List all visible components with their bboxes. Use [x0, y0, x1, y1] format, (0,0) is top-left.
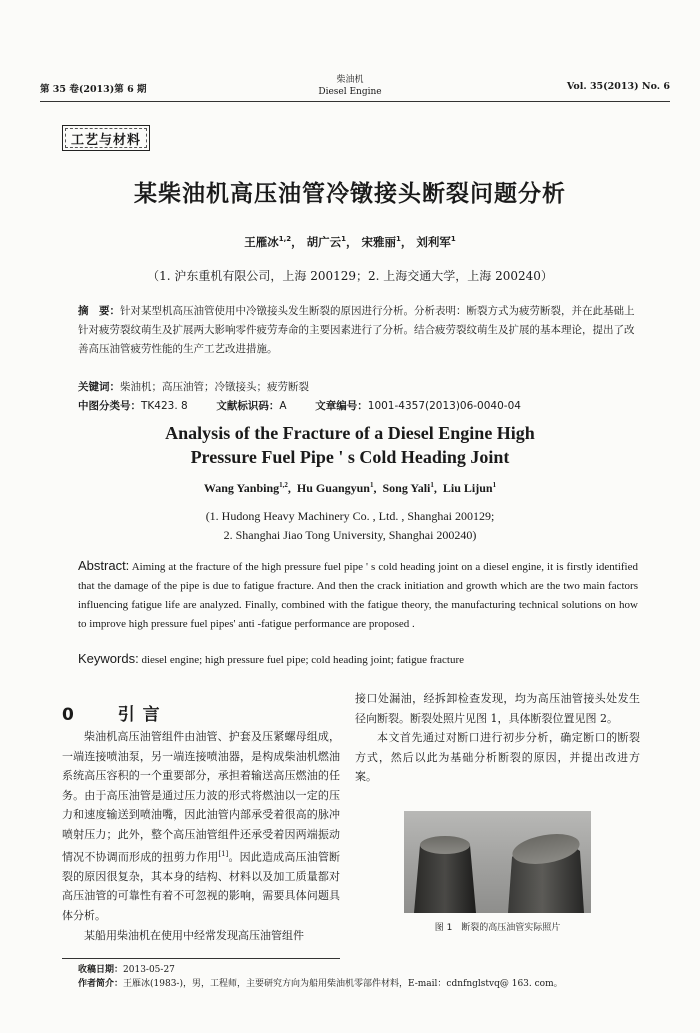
- section-title: 引言: [117, 705, 168, 725]
- header-volume: Vol. 35(2013) No. 6: [566, 81, 670, 92]
- affiliation-en: [0, 507, 700, 545]
- author-en: Wang Yanbing: [203, 481, 280, 495]
- author-bio: [78, 977, 658, 991]
- keywords-en: [78, 651, 638, 666]
- intro-paragraph-1: [62, 727, 340, 926]
- author-en-sup: 1: [492, 481, 497, 489]
- clc-code: TK423. 8: [141, 400, 188, 412]
- doc-code: A: [279, 400, 287, 412]
- body-left-column: [62, 727, 340, 945]
- received-label: 收稿日期：: [78, 965, 124, 975]
- author-en: Liu Lijun: [442, 481, 493, 495]
- meta-cn: [78, 378, 638, 416]
- paper-title-cn: 某柴油机高压油管冷镦接头断裂问题分析: [134, 181, 566, 207]
- affiliation-en-line1: (1. Hudong Heavy Machinery Co. , Ltd. , Shanghai 200129;: [205, 509, 495, 523]
- fractured-pipe-image: [404, 811, 591, 913]
- received-date: [78, 963, 658, 977]
- title-en-line1: Analysis of the Fracture of a Diesel Engine High: [165, 423, 535, 443]
- body-right-column: [355, 689, 640, 787]
- author-cn: 宋雅丽: [361, 235, 397, 249]
- title-en-line2: Pressure Fuel Pipe ' s Cold Heading Joint: [190, 447, 510, 467]
- intro-paragraph-3: 接口处漏油，经拆卸检查发现，均为高压油管接头处发生径向断裂。断裂处照片见图 1，具体断裂位置见图 2。: [355, 692, 640, 725]
- figure-1-caption: 图 1 断裂的高压油管实际照片: [434, 923, 561, 933]
- author-bio-label: 作者简介：: [78, 979, 124, 989]
- keywords-en-label: Keywords:: [78, 651, 139, 666]
- author-cn-sup: 1: [341, 235, 346, 244]
- abstract-cn-text: 针对某型机高压油管使用中冷镦接头发生断裂的原因进行分析。分析表明：断裂方式为疲劳断裂，并在此基础上针对疲劳裂纹萌生及扩展两大影响零件疲劳寿命的主要因素进行了分析。结合疲劳裂纹萌生及扩展的基本理论，提出了改善高压油管疲劳性能的生产工艺改进措施。: [78, 305, 635, 355]
- intro-p1-tail: 。因此造成高压油管断裂的原因很复杂，其本身的结构、材料以及加工质量都对高压油管的可靠性有着不可忽视的影响，需要具体问题具体分析。: [62, 850, 341, 922]
- abstract-cn: [78, 302, 638, 359]
- author-cn-sup: 1,2: [278, 235, 292, 244]
- author-cn: 王雁冰: [244, 235, 279, 249]
- footnote: [78, 963, 658, 991]
- doc-code-label: 文献标识码：: [216, 400, 280, 412]
- footnote-rule: [62, 958, 340, 959]
- author-en: Hu Guangyun: [296, 481, 370, 495]
- section-number: 0: [62, 705, 82, 725]
- header-journal-en: Diesel Engine: [318, 87, 382, 97]
- abstract-cn-label: 摘 要：: [78, 305, 120, 317]
- author-cn-sup: 1: [396, 235, 401, 244]
- authors-cn: 王雁冰$^{1,2}$， 胡广云$^1$， 宋雅丽$^1$， 刘利军$^1$: [244, 235, 456, 249]
- article-no: 1001-4357(2013)06-0040-04: [367, 400, 521, 412]
- section-heading: [62, 700, 168, 725]
- citation-ref: [1]: [218, 849, 229, 858]
- abstract-en: [78, 556, 638, 634]
- author-en: Song Yali: [382, 481, 431, 495]
- paper-title-en: [0, 421, 700, 469]
- header-rule: [40, 101, 670, 102]
- section-label: [62, 125, 150, 151]
- keywords-cn-text: 柴油机；高压油管；冷镦接头；疲劳断裂: [120, 381, 309, 393]
- author-cn: 胡广云: [306, 235, 342, 249]
- author-en-sup: 1: [369, 481, 374, 489]
- article-no-label: 文章编号：: [315, 400, 368, 412]
- abstract-en-text: Aiming at the fracture of the high pressure fuel pipe ' s cold heading joint on a diesel engine, it is firstly identified that the damage of the pipe is due to fatigue fracture. And then the crack initiation and growth which are the two main factors influencing fatigue life are analyzed. Finally, combined with the fatigue theory, the manufacturing technical solutions on how to improve high pressure fuel pipes' anti -fatigue performance are proposed .: [78, 561, 638, 630]
- author-cn-sup: 1: [450, 235, 456, 244]
- header-issue: 第 35 卷(2013)第 6 期: [40, 84, 147, 95]
- keywords-cn: [78, 378, 638, 397]
- keywords-en-text: diesel engine; high pressure fuel pipe; cold heading joint; fatigue fracture: [141, 654, 465, 666]
- section-label-text: 工艺与材料: [70, 132, 141, 148]
- intro-paragraph-2: 某船用柴油机在使用中经常发现高压油管组件: [84, 928, 304, 942]
- affiliation-cn: （1. 沪东重机有限公司，上海 200129；2. 上海交通大学，上海 200240）: [147, 269, 553, 283]
- author-en-sup: 1,2: [279, 481, 288, 489]
- intro-paragraph-4: 本文首先通过对断口进行初步分析，确定断口的断裂方式，然后以此为基础分析断裂的原因，并提出改进方案。: [355, 731, 640, 784]
- author-en-sup: 1: [430, 481, 434, 489]
- intro-p1-text: 柴油机高压油管组件由油管、护套及压紧螺母组成，一端连接喷油泵，另一端连接喷油器，是构成柴油机燃油系统高压容积的一个重要部分，承担着输送高压燃油的任务。由于高压油管是通过压力波的形式将燃油以一定的压力和速度输送到喷油嘴，因此油管内部承受着很高的脉冲喷射压力；此外，整个高压油管组件还承受着因两端振动情况不协调而形成的扭剪力作用: [62, 730, 340, 864]
- authors-en: Wang Yanbing$^{1,2}$, Hu Guangyun$^1$, Song Yali$^1$, Liu Lijun$^1$: [203, 481, 497, 495]
- keywords-cn-label: 关键词：: [78, 381, 120, 393]
- clc-label: 中图分类号：: [78, 400, 141, 412]
- affiliation-en-line2: 2. Shanghai Jiao Tong University, Shanghai 200240): [223, 528, 477, 542]
- classification-line: [78, 397, 638, 416]
- author-cn: 刘利军: [416, 235, 451, 249]
- received-value: 2013-05-27: [123, 965, 175, 975]
- header-journal-cn: 柴油机: [336, 75, 364, 85]
- abstract-en-label: Abstract:: [78, 558, 130, 573]
- figure-1-photo: [404, 811, 591, 913]
- author-bio-text: 王雁冰(1983-)，男，工程师，主要研究方向为船用柴油机零部件材料，E-mail：cdnfnglstvq@ 163. com。: [123, 979, 563, 989]
